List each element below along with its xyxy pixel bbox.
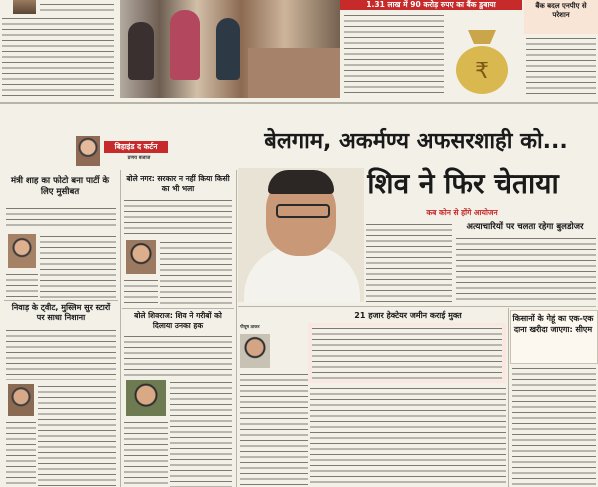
story1-text-b xyxy=(40,234,116,298)
mid-divider xyxy=(122,308,234,309)
story-text-b xyxy=(170,380,232,487)
top-divider xyxy=(0,102,598,104)
story2-photo xyxy=(8,384,34,416)
story2-text xyxy=(6,328,116,380)
story1-photo xyxy=(8,234,36,268)
main-divider xyxy=(238,306,596,307)
story1-text xyxy=(6,206,116,230)
col-divider-3 xyxy=(508,308,509,487)
story2-text-c xyxy=(6,420,36,487)
quote-text-c xyxy=(124,278,158,306)
quote-text xyxy=(124,198,232,238)
top-left-text xyxy=(40,2,114,14)
top-left-photo xyxy=(13,0,36,14)
quote-photo xyxy=(126,240,156,274)
quote-text-b xyxy=(160,240,232,306)
side-story-text xyxy=(526,36,596,96)
land-text xyxy=(310,386,506,487)
story2-headline: निवाड़ के ट्वीट, मुस्लिम सुर स्टारों पर साधा निशाना xyxy=(11,303,111,322)
person-shape xyxy=(170,10,200,80)
caption-photo xyxy=(240,334,270,368)
person-shape xyxy=(128,22,154,80)
story-text-c xyxy=(124,420,168,487)
story-text xyxy=(124,334,232,378)
market-photo xyxy=(120,0,340,98)
left-divider xyxy=(4,300,118,301)
banner-headline: 1.31 लाख में 90 करोड़ रुपए का बैंक डुबाया xyxy=(366,0,496,9)
subhead: कब कोन से होंगे आयोजन xyxy=(426,208,498,217)
top-left-body xyxy=(2,16,114,96)
svg-text:₹: ₹ xyxy=(475,59,489,84)
quote-headline: बोले नगर: सरकार न नहीं किया किसी का भी भला xyxy=(126,174,230,193)
caption-text xyxy=(240,372,308,487)
story1-text-c xyxy=(6,272,38,298)
columnist-photo xyxy=(76,136,100,166)
main-lead-text xyxy=(366,222,452,304)
photo-caption: पीयूष ठाकर xyxy=(240,325,260,330)
person-hair xyxy=(268,170,334,194)
bulldozer-text xyxy=(456,236,596,304)
farmers-text xyxy=(512,366,596,487)
main-photo xyxy=(238,168,364,302)
story-headline: बोले शिवराज: शिव ने गरीबों को दिलाया उनका हक xyxy=(134,311,222,330)
col-divider-2 xyxy=(236,170,237,487)
main-headline-line2: शिव ने फिर चेताया xyxy=(367,167,559,200)
land-headline: 21 हजार हेक्टेयर जमीन कराई मुक्त xyxy=(354,311,462,320)
side-headline: बैंक बदल एनपीए से परेशान xyxy=(535,2,587,19)
column-author: प्रणय बजाज xyxy=(127,155,151,161)
story1-headline: मंत्री शाह का फोटो बना पार्टी के लिए मुसीबत xyxy=(10,176,109,197)
banner-story-text xyxy=(344,13,444,97)
story-photo xyxy=(126,380,166,416)
story2-text-b xyxy=(38,384,116,487)
bulldozer-headline: अत्याचारियों पर चलता रहेगा बुलडोजर xyxy=(466,222,584,232)
person-shape xyxy=(216,18,240,80)
col-divider-1 xyxy=(120,170,121,487)
stall-shape xyxy=(248,48,340,98)
column-label: बिहाइंड द कर्टन xyxy=(104,141,168,153)
main-headline-line1: बेलगाम, अकर्मण्य अफसरशाही को... xyxy=(264,129,568,154)
money-bag-icon xyxy=(448,18,516,98)
glasses-shape xyxy=(276,204,330,218)
farmers-headline: किसानों के गेहूं का एक-एक दाना खरीदा जाएगा: सीएम xyxy=(512,314,594,334)
land-box-text xyxy=(312,326,502,380)
